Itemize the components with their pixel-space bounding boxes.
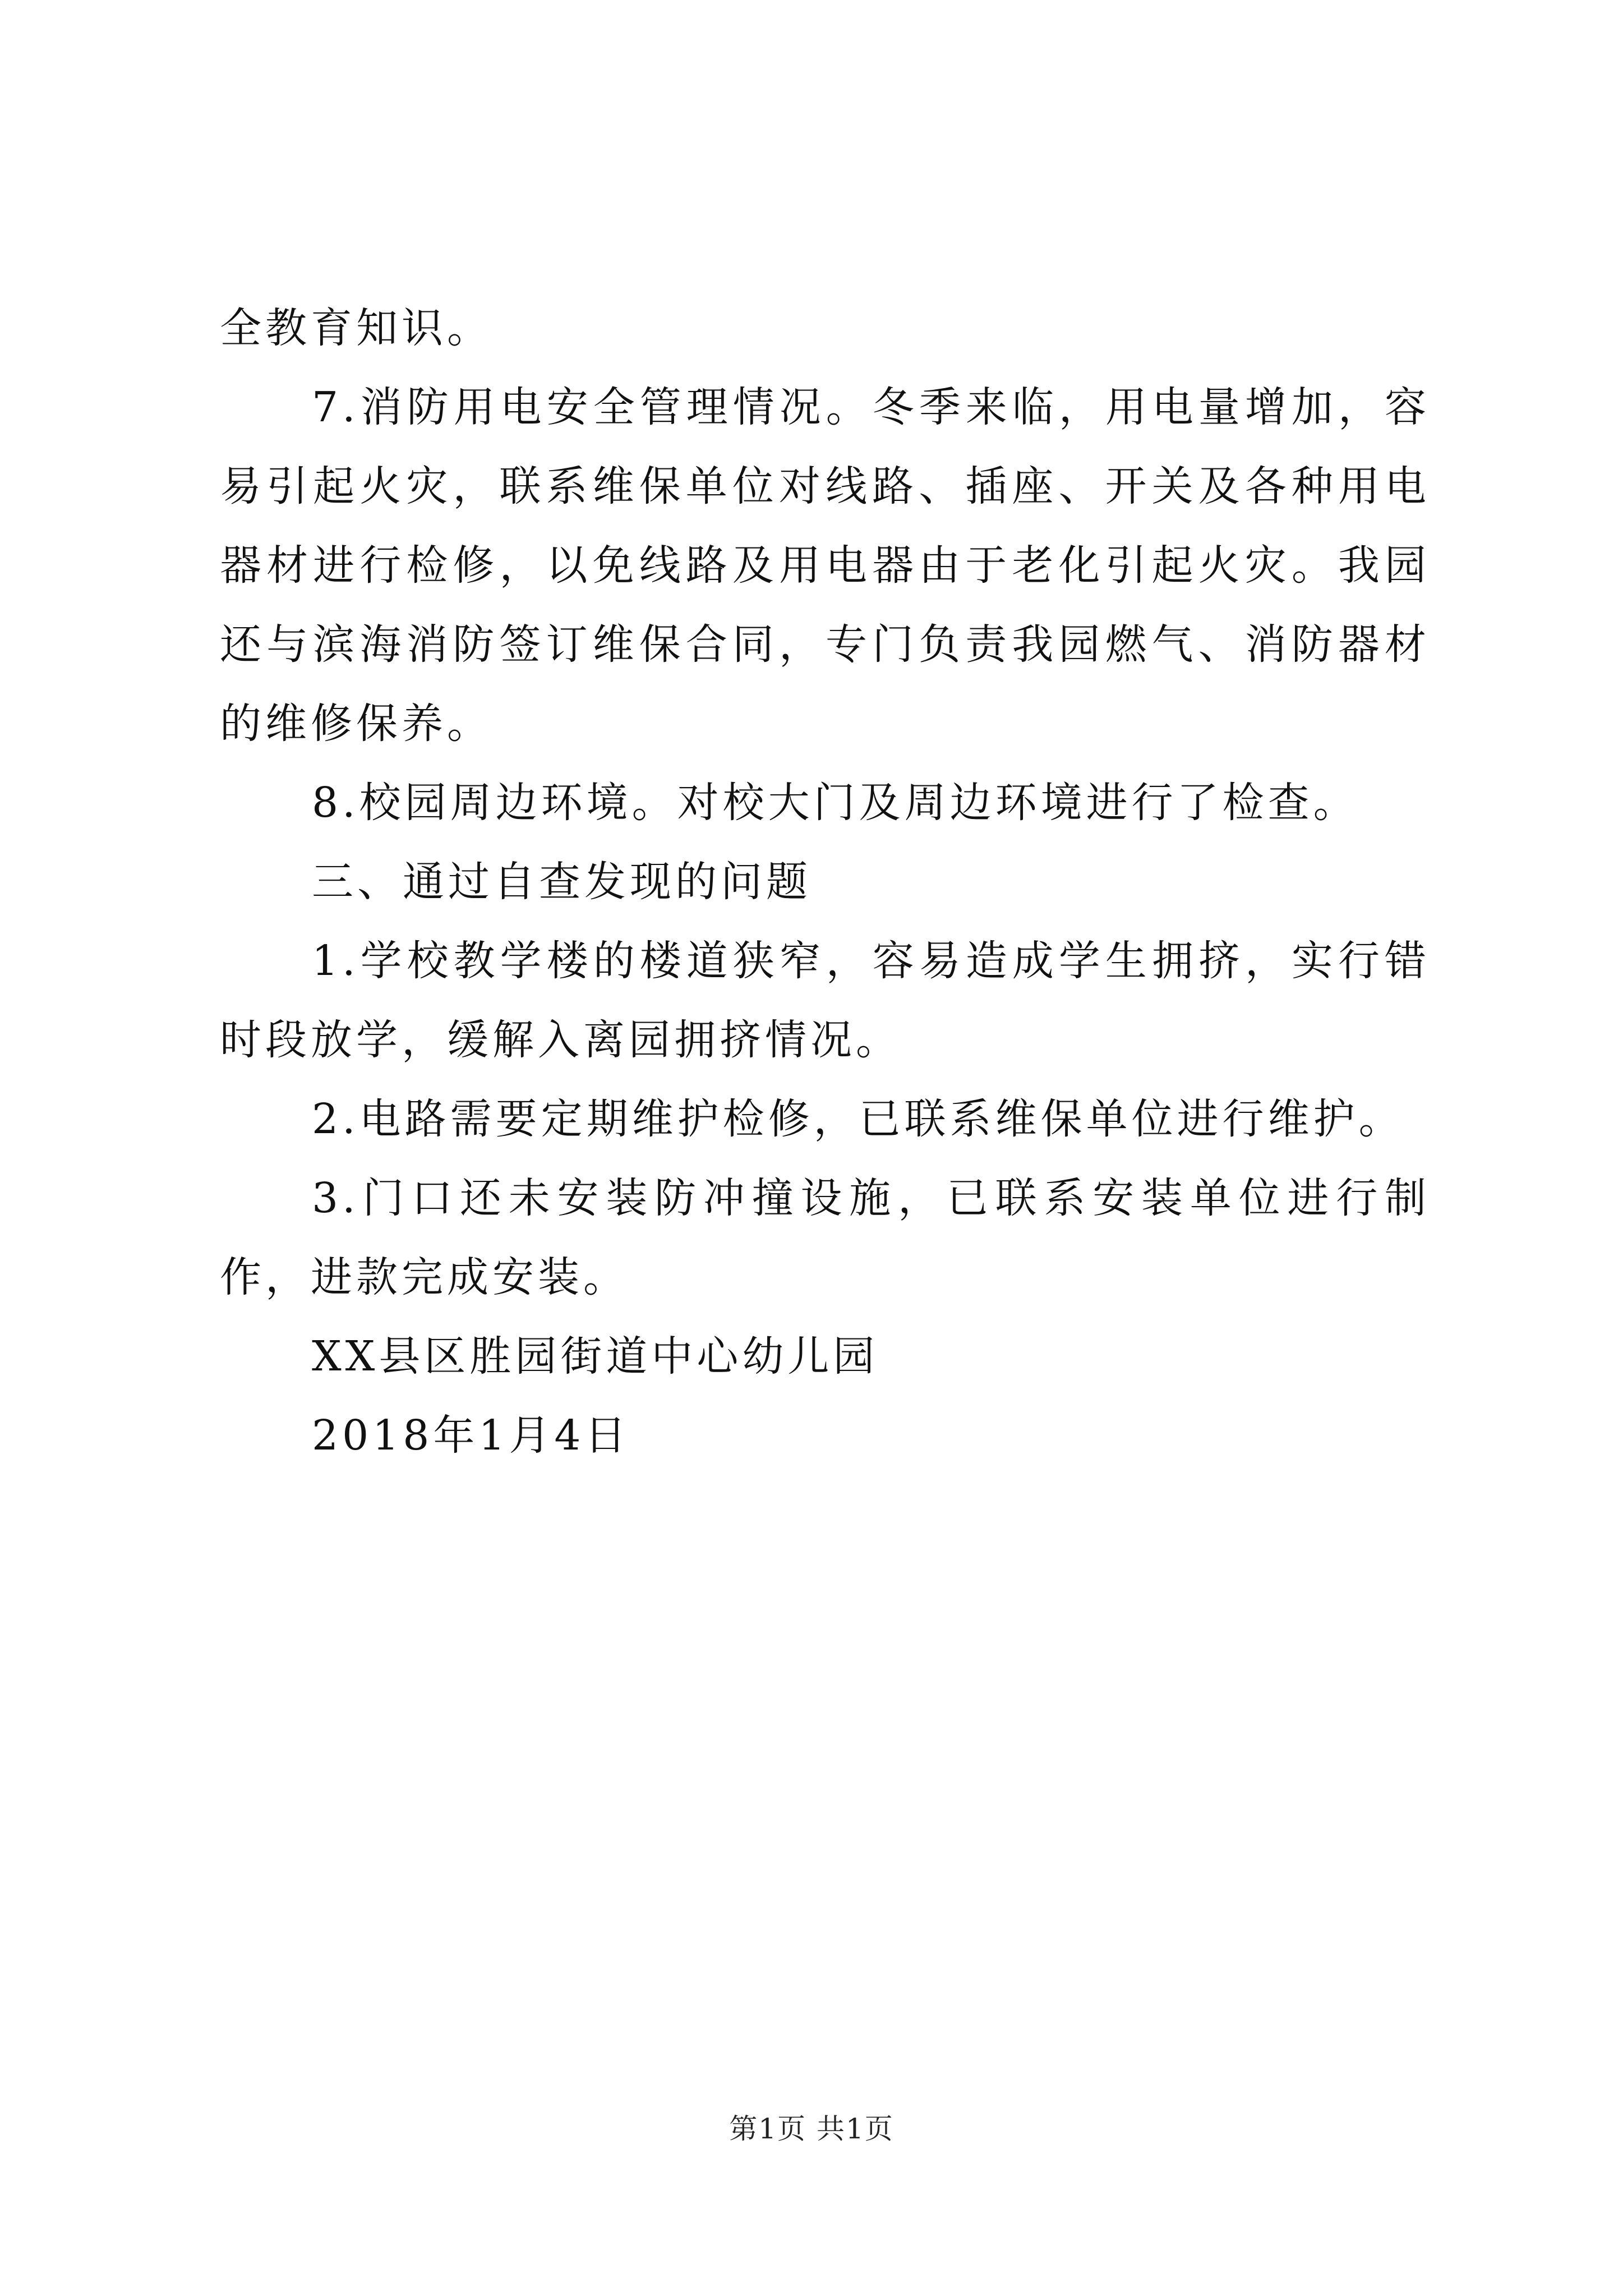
- document-body: [220, 289, 1430, 1475]
- paragraph-continuation: 全教育知识。: [220, 304, 492, 352]
- paragraph-problem-3: 3.门口还未安装防冲撞设施，已联系安装单位进行制作，进款完成安装。: [220, 1174, 1430, 1301]
- page-number-footer: 第1页 共1页: [729, 2113, 894, 2145]
- paragraph-item-7-fire-electric-safety: 7.消防用电安全管理情况。冬季来临，用电量增加，容易引起火灾，联系维保单位对线路、插座、开关及各种用电器材进行检修，以免线路及用电器由于老化引起火灾。我园还与滨海消防签订维保合同，专门负责我园燃气、消防器材的维修保养。: [220, 383, 1430, 748]
- paragraph-item-8-campus-surroundings: 8.校园周边环境。对校大门及周边环境进行了检查。: [312, 779, 1359, 827]
- paragraph-problem-2: 2.电路需要定期维护检修，已联系维保单位进行维护。: [312, 1095, 1404, 1143]
- signature-organization: XX县区胜园街道中心幼儿园: [312, 1332, 879, 1381]
- signature-date: 2018年1月4日: [312, 1411, 630, 1460]
- paragraph-problem-1: 1.学校教学楼的楼道狭窄，容易造成学生拥挤，实行错时段放学，缓解入离园拥挤情况。: [220, 937, 1430, 1064]
- section-heading-problems: 三、通过自查发现的问题: [312, 858, 811, 906]
